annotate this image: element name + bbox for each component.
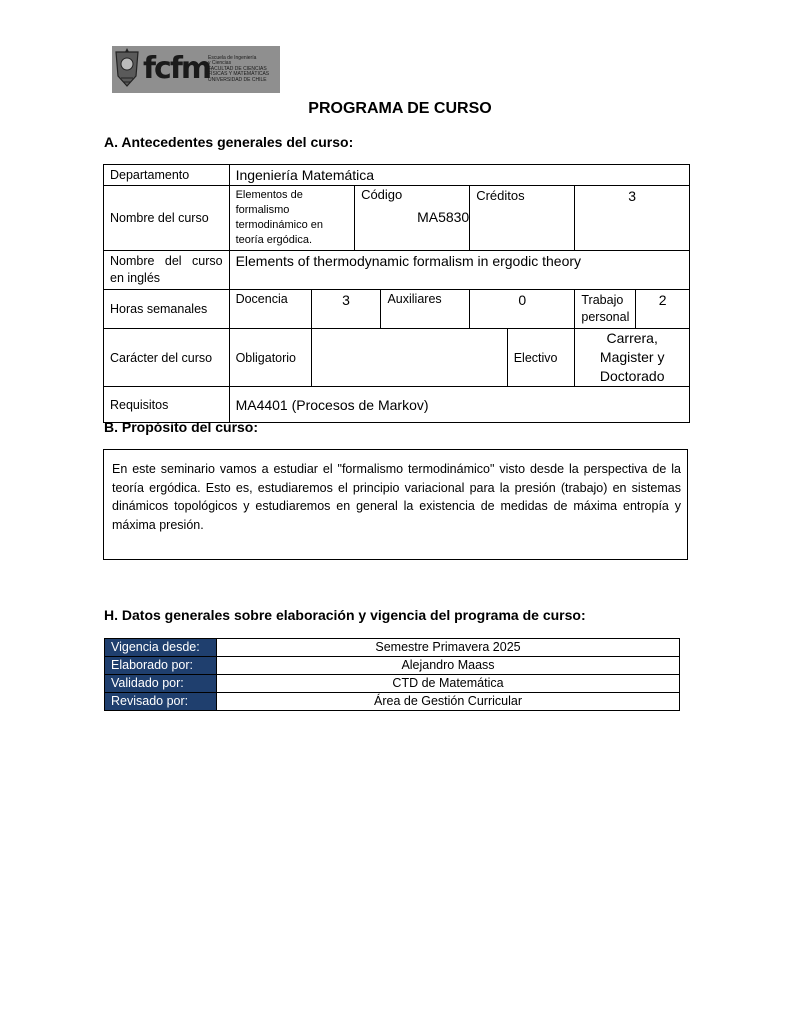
vigencia-value: Semestre Primavera 2025: [217, 639, 680, 657]
fcfm-logo: [112, 46, 280, 93]
nombre-curso-label: Nombre del curso: [104, 186, 230, 251]
auxiliares-label: Auxiliares: [381, 290, 470, 329]
table-row: [104, 329, 690, 387]
nombre-ingles-value: Elements of thermodynamic formalism in ergodic theory: [229, 251, 689, 290]
logo-subtitle-line: FACULTAD DE CIENCIAS: [208, 65, 267, 72]
departamento-value: Ingeniería Matemática: [229, 165, 689, 186]
university-seal-icon: [112, 46, 142, 93]
trabajo-personal-value: 2: [636, 290, 690, 329]
vigencia-label: Vigencia desde:: [105, 639, 217, 657]
creditos-label: Créditos: [470, 186, 575, 251]
document-title: PROGRAMA DE CURSO: [308, 100, 492, 117]
table-row: [105, 657, 680, 675]
table-row: [104, 251, 690, 290]
nombre-curso-value: Elementos de formalismo termodinámico en teoría ergódica.: [229, 186, 355, 251]
creditos-value: 3: [575, 186, 690, 251]
caracter-label: Carácter del curso: [104, 329, 230, 387]
logo-subtitle-line: Escuela de Ingeniería: [208, 55, 257, 61]
auxiliares-value: 0: [470, 290, 575, 329]
requisitos-value: MA4401 (Procesos de Markov): [229, 387, 689, 423]
electivo-label: Electivo: [507, 329, 575, 387]
table-row: [105, 639, 680, 657]
logo-subtitle-line: UNIVERSIDAD DE CHILE: [208, 76, 267, 83]
table-row: [104, 186, 690, 251]
section-a-title: A. Antecedentes generales del curso:: [104, 134, 354, 150]
docencia-value: 3: [311, 290, 381, 329]
codigo-label: Código: [361, 187, 403, 202]
logo-brand: fcfm: [143, 51, 211, 86]
table-row: [105, 693, 680, 711]
electivo-value: Carrera, Magister y Doctorado: [575, 329, 690, 387]
codigo-value: MA5830: [417, 209, 470, 225]
section-b-title: B. Propósito del curso:: [104, 419, 259, 435]
obligatorio-label: Obligatorio: [229, 329, 311, 387]
validado-value: CTD de Matemática: [217, 675, 680, 693]
elaborado-value: Alejandro Maass: [217, 657, 680, 675]
revisado-value: Área de Gestión Curricular: [217, 693, 680, 711]
table-row: [104, 290, 690, 329]
table-row: [104, 387, 690, 423]
program-validity-table: [104, 638, 680, 711]
obligatorio-value: [311, 329, 507, 387]
requisitos-label: Requisitos: [104, 387, 230, 423]
logo-subtitle: [208, 56, 280, 83]
validado-label: Validado por:: [105, 675, 217, 693]
elaborado-label: Elaborado por:: [105, 657, 217, 675]
codigo-cell: [355, 186, 470, 251]
horas-label: Horas semanales: [104, 290, 230, 329]
nombre-ingles-label: Nombre del curso en inglés: [104, 251, 230, 290]
course-purpose-text: En este seminario vamos a estudiar el "formalismo termodinámico" visto desde la perspectiva de la teoría ergódica. Esto es, estudiaremos el principio variacional para la presión (trabajo) en sistemas dinámicos topológicos y estudiaremos en general la existencia de medidas de máxima entropía y máxima presión.: [103, 449, 688, 560]
revisado-label: Revisado por:: [105, 693, 217, 711]
logo-subtitle-line: FÍSICAS Y MATEMÁTICAS: [208, 71, 270, 78]
docencia-label: Docencia: [229, 290, 311, 329]
table-row: [105, 675, 680, 693]
departamento-label: Departamento: [104, 165, 230, 186]
section-h-title: H. Datos generales sobre elaboración y vigencia del programa de curso:: [104, 607, 586, 623]
table-row: [104, 165, 690, 186]
logo-subtitle-line: y Ciencias: [208, 60, 232, 67]
trabajo-personal-label: Trabajo personal: [575, 290, 636, 329]
course-general-table: [103, 164, 690, 423]
